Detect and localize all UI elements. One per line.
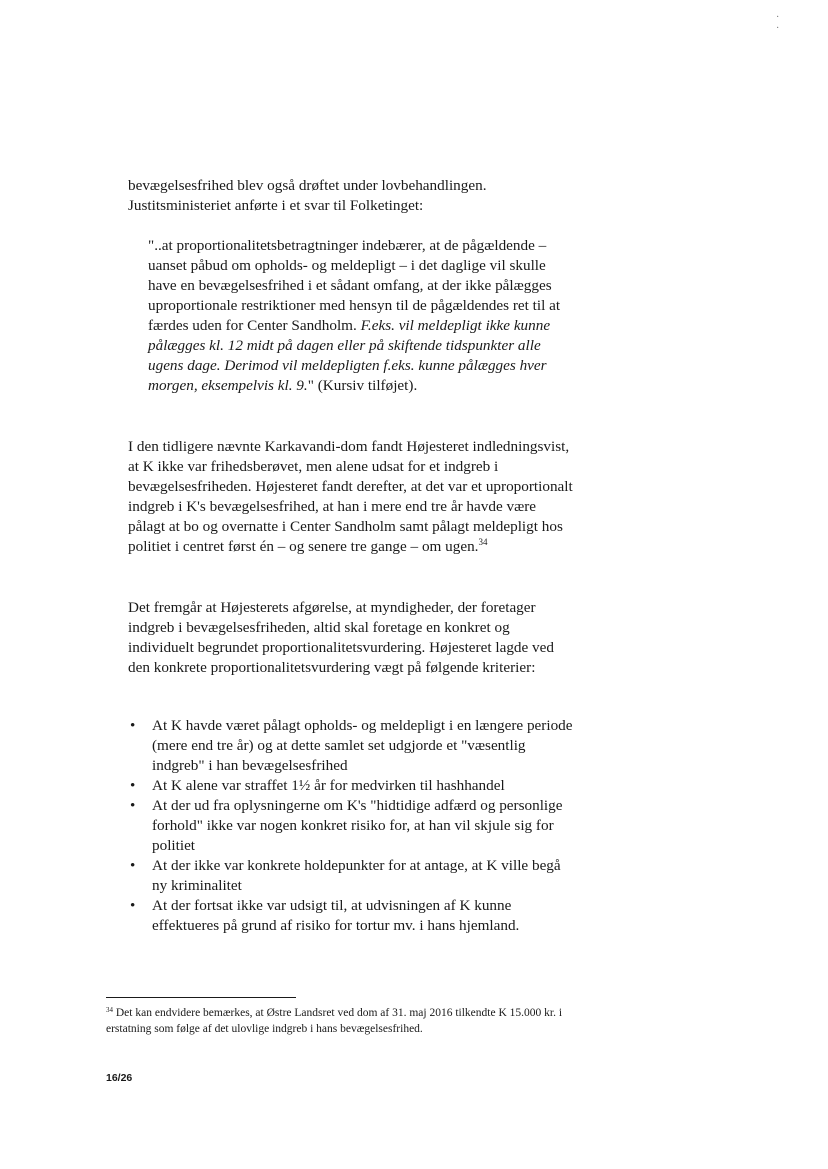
criteria-list <box>128 716 573 936</box>
quote-text-end: " (Kursiv tilføjet). <box>307 377 418 394</box>
footnote-divider <box>106 997 296 998</box>
list-item <box>128 896 573 936</box>
quote-text-start: "..at proportionalitetsbetragtninger indebærer, at de pågældende – uanset påbud om opholds- og meldepligt – i det daglige vil skulle have en bevægelsesfrihed i et sådant omfang, at der ikke pålægges uproportionale restriktioner med hensyn til de pågældendes ret til at færdes uden for Center Sandholm. <box>148 237 561 334</box>
list-item <box>128 776 573 796</box>
quote-italic-text: F.eks. vil meldepligt ikke kunne pålægges kl. 12 midt på dagen eller på skiftende tidspunkter alle ugens dage. Derimod vil meldepligten f.eks. kunne pålægges hver morgen, eksempelvis kl. 9. <box>148 317 551 394</box>
paragraph-karkavandi-text: I den tidligere nævnte Karkavandi-dom fandt Højesteret indledningsvist, at K ikke var frihedsberøvet, men alene udsat for et indgreb i bevægelsesfriheden. Højesteret fandt derefter, at det var et uproportionalt indgreb i K's bevægelsesfrihed, at han i mere end tre år havde være pålagt at bo og overnatte i Center Sandholm samt pålagt meldepligt hos politiet i centret først én – og senere tre gange – om ugen. <box>128 438 573 555</box>
bullet-icon: • <box>130 897 136 914</box>
bullet-icon: • <box>130 797 136 814</box>
page-number: 16/26 <box>106 1072 133 1084</box>
list-item <box>128 856 573 896</box>
footnote-number: 34 <box>106 1006 113 1014</box>
list-item-text: At der ikke var konkrete holdepunkter for at antage, at K ville begå ny kriminalitet <box>152 857 561 894</box>
list-item-text: At K havde været pålagt opholds- og meldepligt i en længere periode (mere end tre år) og at dette samlet set udgjorde et "væsentlig indgreb" i han bevægelsesfrihed <box>152 717 573 774</box>
bullet-icon: • <box>130 717 136 734</box>
footnote-reference: 34 <box>478 537 488 547</box>
footnote <box>106 1005 576 1037</box>
list-item <box>128 796 573 856</box>
bullet-icon: • <box>130 777 136 794</box>
block-quote <box>148 236 568 396</box>
scan-specks: · · <box>776 12 802 34</box>
paragraph-intro: bevægelsesfrihed blev også drøftet under lovbehandlingen. Justitsministeriet anførte i et svar til Folketinget: <box>128 177 487 214</box>
list-item-text: At K alene var straffet 1½ år for medvirken til hashhandel <box>152 777 505 794</box>
list-item-text: At der fortsat ikke var udsigt til, at udvisningen af K kunne effektueres på grund af risiko for tortur mv. i hans hjemland. <box>152 897 520 934</box>
bullet-icon: • <box>130 857 136 874</box>
paragraph-criteria-intro: Det fremgår at Højesterets afgørelse, at myndigheder, der foretager indgreb i bevægelsesfriheden, altid skal foretage en konkret og individuelt begrundet proportionalitetsvurdering. Højesteret lagde ved den konkrete proportionalitetsvurdering vægt på følgende kriterier: <box>128 599 554 676</box>
paragraph-karkavandi <box>128 437 573 557</box>
list-item-text: At der ud fra oplysningerne om K's "hidtidige adfærd og personlige forhold" ikke var nogen konkret risiko for, at han vil skjule sig for politiet <box>152 797 563 854</box>
footnote-text: Det kan endvidere bemærkes, at Østre Landsret ved dom af 31. maj 2016 tilkendte K 15.000 kr. i erstatning som følge af det ulovlige indgreb i hans bevægelsesfrihed. <box>106 1007 563 1035</box>
list-item <box>128 716 573 776</box>
